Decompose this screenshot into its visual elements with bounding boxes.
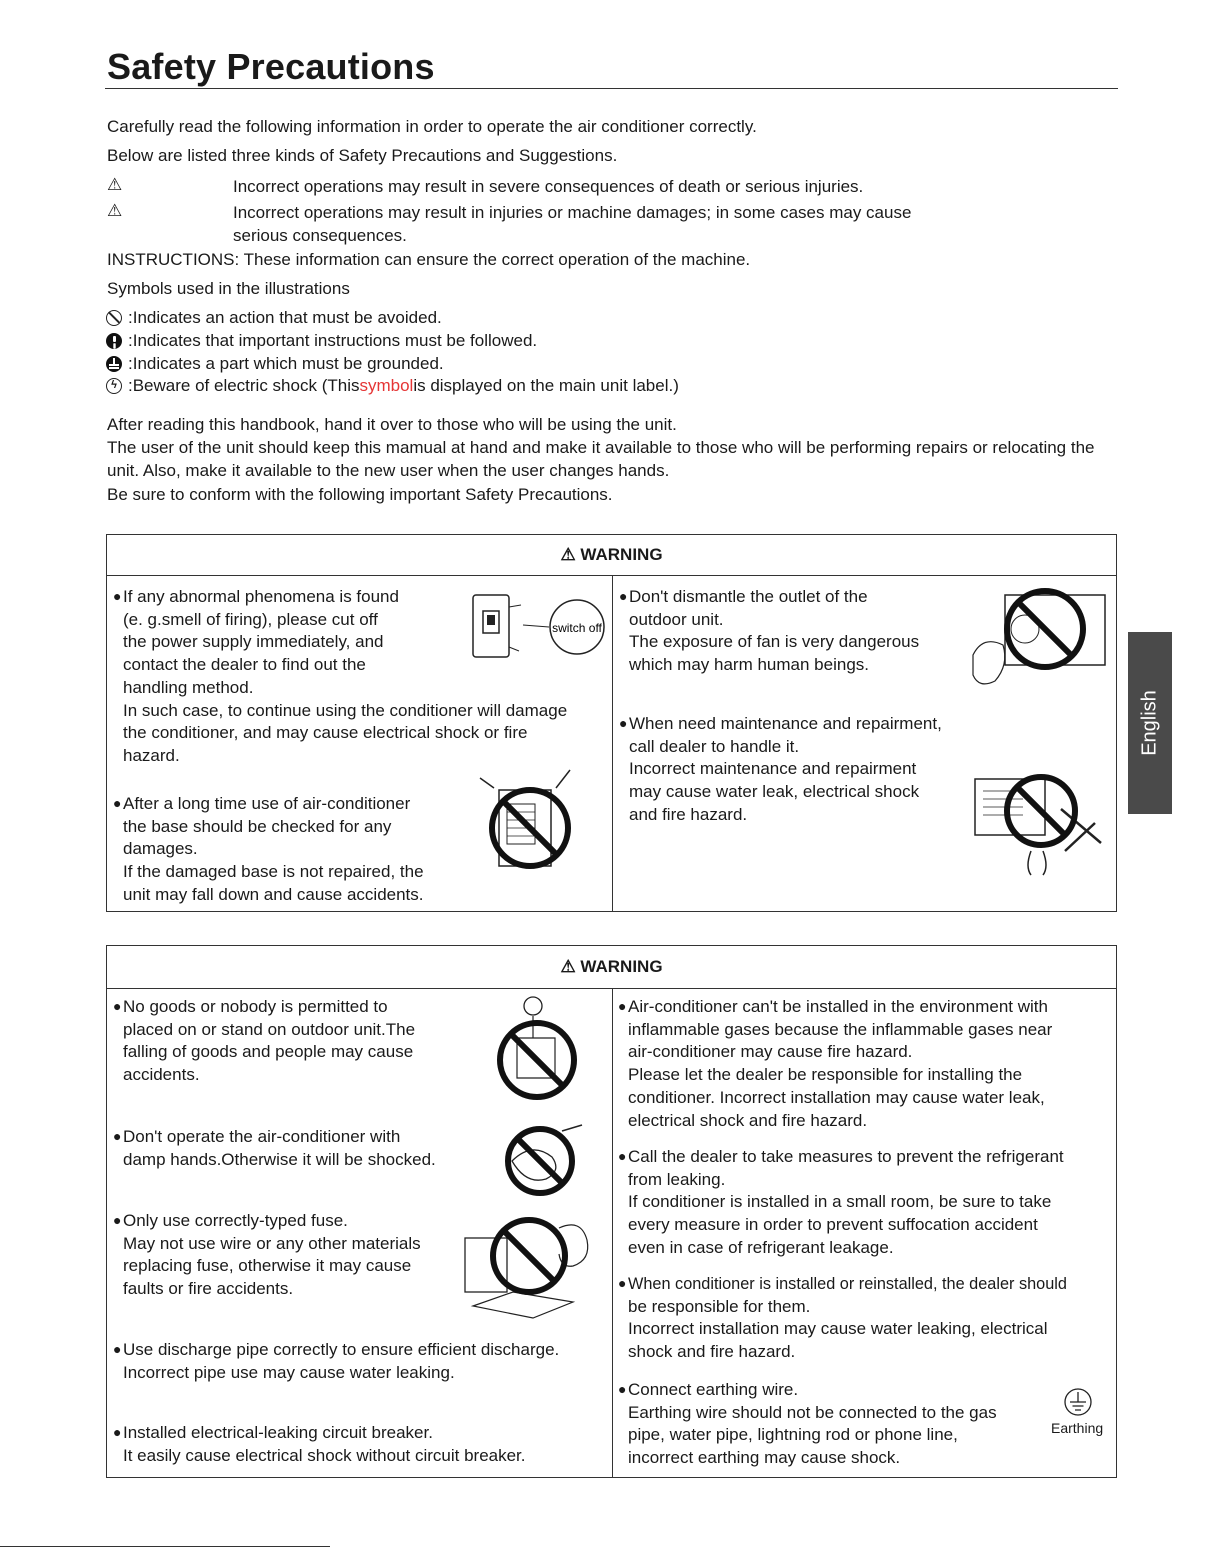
symbol-row-shock: ϟ :Beware of electric shock (This symbol is displayed on the main unit label.) <box>106 376 679 396</box>
outlet-prohibition-illustration <box>965 585 1115 695</box>
warning-item-circuit-breaker: ● Installed electrical-leaking circuit breaker. It easily cause electrical shock without circuit breaker. <box>113 1423 526 1465</box>
warning-item-installation: ● When conditioner is installed or reinstalled, the dealer should be responsible for them. Incorrect installation may cause water leaking, electrical shock and fire hazard. <box>618 1275 1067 1362</box>
intro-line-1: Carefully read the following information in order to operate the air conditioner correctly. <box>107 117 757 136</box>
footer-rule <box>0 1546 330 1547</box>
warning-triangle-icon: ⚠ <box>107 175 123 194</box>
maintenance-prohibition-illustration <box>969 765 1119 877</box>
symbol-row-avoid: :Indicates an action that must be avoided. <box>106 308 442 328</box>
prohibition-icon <box>106 310 122 326</box>
title-underline <box>105 88 1118 89</box>
after-reading-2: The user of the unit should keep this mamual at hand and make it available to those who will be performing repairs or relocating the unit. Also, make it available to the new user when the user changes hands. <box>107 438 1095 480</box>
earthing-label: Earthing <box>1051 1420 1104 1436</box>
warning-item-refrigerant-leak: ● Call the dealer to take measures to prevent the refrigerant from leaking. If conditioner is installed in a small room, be sure to take every measure in order to prevent suffocation accident even in case of refrigerant leakage. <box>618 1147 1064 1257</box>
switch-off-illustration <box>469 587 609 667</box>
severity-caution-text: Incorrect operations may result in injuries or machine damages; in some cases may cause serious consequences. <box>233 203 912 245</box>
column-divider <box>612 988 613 1477</box>
base-prohibition-illustration <box>475 760 585 900</box>
warning-box-1 <box>106 534 1117 912</box>
warning-item-discharge-pipe: ● Use discharge pipe correctly to ensure efficient discharge. Incorrect pipe use may cause water leaking. <box>113 1340 560 1382</box>
fuse-prohibition-illustration <box>459 1214 595 1320</box>
page-title: Safety Precautions <box>107 46 435 87</box>
warning-item-damp-hands: ● Don't operate the air-conditioner with damp hands.Otherwise it will be shocked. <box>113 1127 436 1169</box>
language-tab-label: English <box>1138 690 1161 756</box>
intro-line-2: Below are listed three kinds of Safety Precautions and Suggestions. <box>107 146 618 165</box>
switch-off-label: switch off <box>552 621 602 635</box>
warning-item-base: ● After a long time use of air-conditioner the base should be checked for any damages. If the damaged base is not repaired, the unit may fall down and cause accidents. <box>113 794 424 904</box>
warning-heading: ⚠ WARNING <box>107 535 1116 576</box>
symbol-row-follow: :Indicates that important instructions must be followed. <box>106 331 537 351</box>
electric-shock-icon: ϟ <box>106 378 122 394</box>
warning-item-stand-on-unit: ● No goods or nobody is permitted to placed on or stand on outdoor unit.The falling of goods and people may cause accidents. <box>113 997 416 1085</box>
warning-item-abnormal: ● If any abnormal phenomena is found (e. g.smell of firing), please cut off the power supply immediately, and contact the dealer to find out the handling method. In such case, to continue using the conditioner will damage the conditioner, and may cause electrical shock or fire hazard. <box>113 587 568 765</box>
warning-item-fuse: ● Only use correctly-typed fuse. May not use wire or any other materials replacing fuse, otherwise it may cause faults or fire accidents. <box>113 1211 421 1299</box>
damp-hands-prohibition-illustration <box>492 1121 592 1201</box>
mandatory-icon <box>106 333 122 349</box>
column-divider <box>612 575 613 911</box>
warning-item-outlet: ● Don't dismantle the outlet of the outdoor unit. The exposure of fan is very dangerous which may harm human beings. <box>619 587 920 675</box>
warning-item-earthing: ● Connect earthing wire. Earthing wire should not be connected to the gas pipe, water pipe, lightning rod or phone line, incorrect earthing may cause shock. <box>618 1380 997 1468</box>
symbol-row-ground: :Indicates a part which must be grounded. <box>106 354 444 374</box>
after-reading-3: Be sure to conform with the following important Safety Precautions. <box>107 485 613 504</box>
severity-warning-text: Incorrect operations may result in severe consequences of death or serious injuries. <box>233 177 864 196</box>
instructions-line: INSTRUCTIONS: These information can ensure the correct operation of the machine. <box>107 250 751 269</box>
warning-item-maintenance: ● When need maintenance and repairment, call dealer to handle it. Incorrect maintenance and repairment may cause water leak, electrical shock and fire hazard. <box>619 714 942 824</box>
symbols-heading: Symbols used in the illustrations <box>107 279 350 298</box>
warning-box-2 <box>106 945 1117 1478</box>
warning-heading: ⚠ WARNING <box>107 946 1116 989</box>
after-reading-1: After reading this handbook, hand it over to those who will be using the unit. <box>107 415 677 434</box>
caution-triangle-icon: ⚠ <box>107 201 123 220</box>
symbol-word: symbol <box>359 376 414 395</box>
ground-icon <box>106 356 122 372</box>
earthing-icon <box>1062 1386 1094 1418</box>
stand-on-unit-prohibition-illustration <box>487 994 587 1104</box>
warning-item-inflammable-gases: ● Air-conditioner can't be installed in the environment with inflammable gases because the inflammable gases near air-conditioner may cause fire hazard. Please let the dealer be responsible for installing the conditioner. Incorrect installation may cause water leak, electrical shock and fire hazard. <box>618 997 1053 1130</box>
language-tab[interactable] <box>1128 632 1172 814</box>
